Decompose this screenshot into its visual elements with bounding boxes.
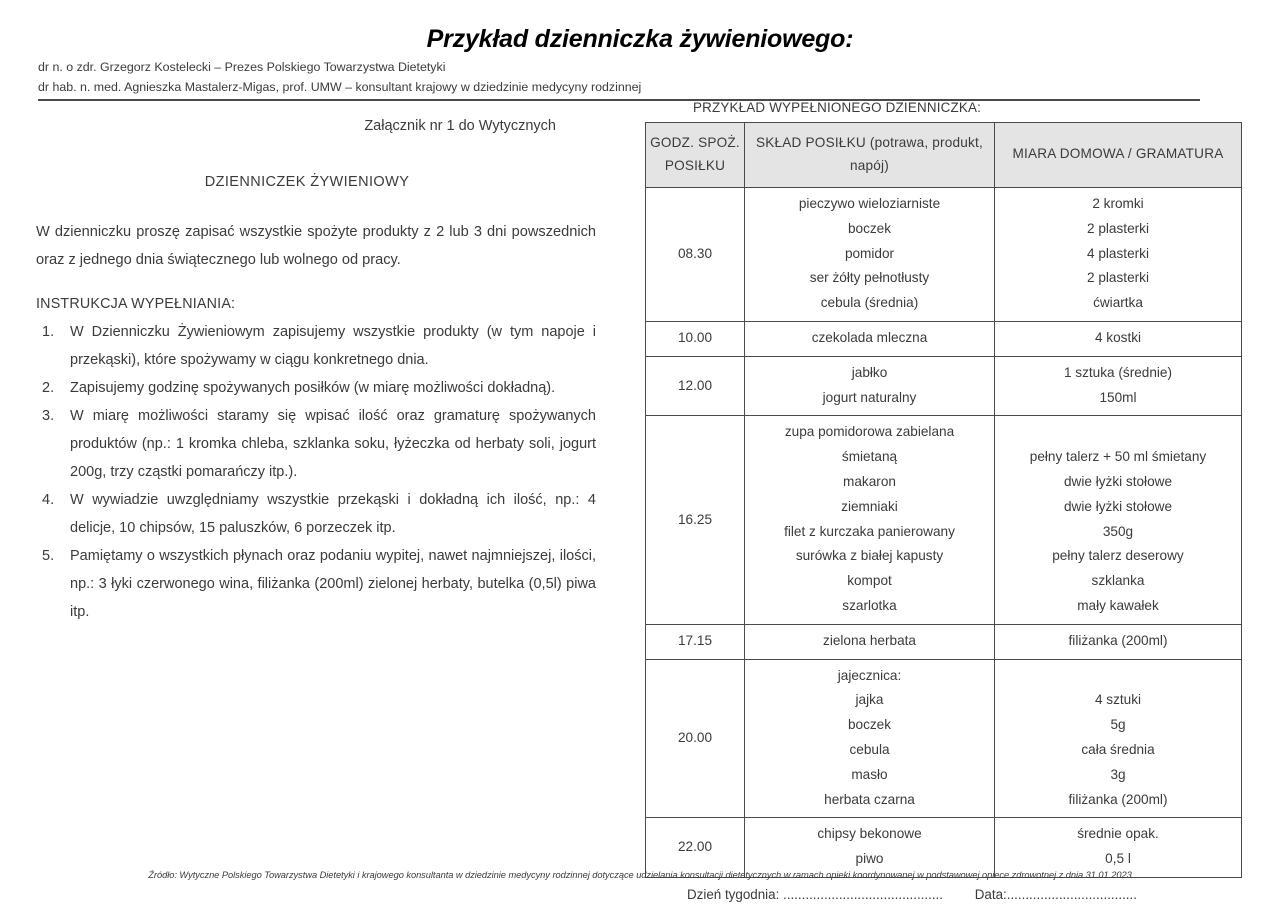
cell-line: pełny talerz deserowy (1052, 548, 1184, 564)
cell-line-group (999, 192, 1237, 316)
header-line: GRAMATURA (1135, 146, 1224, 162)
authors-block (38, 57, 1198, 97)
cell-line: jabłko (851, 364, 888, 380)
cell-measure (995, 659, 1242, 818)
cell-line: 2 plasterki (1087, 220, 1149, 236)
cell-line: masło (851, 766, 888, 782)
cell-line: 2 kromki (1092, 196, 1144, 211)
table-row (646, 356, 1242, 416)
cell-line: zupa pomidorowa zabielana (784, 424, 955, 440)
cell-time: 10.00 (646, 321, 745, 356)
cell-line-group (999, 629, 1237, 654)
cell-time: 08.30 (646, 188, 745, 322)
date-field[interactable]: Data:................................... (974, 886, 1137, 902)
cell-line: filet z kurczaka panierowany (784, 523, 955, 539)
header-line: POSIŁKU (664, 157, 726, 173)
cell-meal (745, 659, 995, 818)
day-of-week-field[interactable]: Dzień tygodnia: ........................................... (687, 886, 943, 902)
cell-meal (745, 321, 995, 356)
header-line: (potrawa, produkt, napój) (850, 135, 984, 173)
cell-line-group (749, 664, 990, 813)
cell-line: 4 kostki (1094, 329, 1142, 345)
cell-line-group (999, 326, 1237, 351)
diary-table-body (646, 188, 1242, 878)
table-row (646, 321, 1242, 356)
instruction-item: W Dzienniczku Żywieniowym zapisujemy wszystkie produkty (w tym napoje i przekąski), które spożywamy w ciągu konkretnego dnia. (70, 324, 596, 368)
cell-line-group (749, 822, 990, 872)
author-line-1: dr n. o zdr. Grzegorz Kostelecki – Prezes Polskiego Towarzystwa Dietetyki (38, 60, 446, 74)
cell-line-group (999, 420, 1237, 618)
table-row (646, 659, 1242, 818)
cell-line: 2 plasterki (1087, 270, 1149, 286)
cell-line: kompot (847, 573, 892, 589)
cell-time: 16.25 (646, 416, 745, 624)
cell-measure (995, 818, 1242, 878)
cell-line: 350g (1102, 523, 1134, 539)
header-line: MIARA DOMOWA / (1012, 146, 1132, 162)
cell-line: pieczywo wieloziarniste (798, 196, 941, 211)
table-row (646, 818, 1242, 878)
cell-line: 4 sztuki (1094, 692, 1142, 708)
table-footer (645, 887, 1241, 902)
instructions-heading: INSTRUKCJA WYPEŁNIANIA: (36, 296, 236, 312)
table-header-row (646, 123, 1242, 188)
instructions-list (36, 318, 596, 626)
instruction-item: Pamiętamy o wszystkich płynach oraz podaniu wypitej, nawet najmniejszej, ilości, np.: 3 łyki czerwonego wina, filiżanka (200ml) zielonej herbaty, butelka (0,5l) piwa itp. (70, 548, 596, 620)
cell-time: 12.00 (646, 356, 745, 416)
cell-line: pełny talerz + 50 ml śmietany (1029, 449, 1207, 465)
instruction-item: W miarę możliwości staramy się wpisać ilość oraz gramaturę spożywanych produktów (np.: 1 kromka chleba, szklanka soku, łyżeczka od herbaty soli, jogurt 200g, trzy cząstki pomarańczy itp.). (70, 408, 596, 480)
instruction-item: Zapisujemy godzinę spożywanych posiłków (w miarę możliwości dokładną). (70, 380, 556, 396)
cell-time: 17.15 (646, 624, 745, 659)
cell-line-group (999, 664, 1237, 813)
cell-line: jogurt naturalny (822, 389, 917, 405)
cell-line: boczek (847, 717, 892, 733)
cell-line: 0,5 l (1105, 851, 1131, 867)
cell-line: 4 plasterki (1087, 245, 1149, 261)
cell-line-group (749, 420, 990, 618)
cell-line: mały kawałek (1077, 597, 1159, 613)
cell-line: 3g (1110, 766, 1126, 782)
cell-line: zielona herbata (823, 632, 916, 648)
cell-time: 20.00 (646, 659, 745, 818)
cell-line: jajecznica: (837, 667, 902, 683)
cell-line-group (749, 192, 990, 316)
cell-line: 150ml (1099, 389, 1137, 405)
right-column (645, 100, 1241, 902)
diary-table-head (646, 123, 1242, 188)
cell-line-group (749, 326, 990, 351)
header-line: GODZ. (650, 135, 695, 150)
column-header-measure (995, 123, 1242, 188)
cell-meal (745, 416, 995, 624)
cell-line: dwie łyżki stołowe (1063, 473, 1173, 489)
cell-line: 1 sztuka (średnie) (1063, 364, 1173, 380)
cell-line: ziemniaki (841, 498, 898, 514)
table-caption: PRZYKŁAD WYPEŁNIONEGO DZIENNICZKA: (693, 100, 982, 115)
cell-meal (745, 188, 995, 322)
cell-measure (995, 356, 1242, 416)
cell-line: pomidor (844, 245, 895, 261)
cell-line: ćwiartka (1093, 295, 1143, 311)
left-column (36, 118, 596, 626)
cell-time: 22.00 (646, 818, 745, 878)
cell-line: makaron (843, 473, 896, 489)
cell-measure (995, 624, 1242, 659)
cell-line: dwie łyżki stołowe (1063, 498, 1173, 514)
cell-line: piwo (855, 851, 884, 867)
table-row (646, 188, 1242, 322)
column-header-meal (745, 123, 995, 188)
cell-line: ser żółty pełnotłusty (809, 270, 930, 286)
cell-line: surówka z białej kapusty (795, 548, 944, 564)
cell-meal (745, 624, 995, 659)
page-title: Przykład dzienniczka żywieniowego: (426, 24, 854, 53)
header-line: SKŁAD POSIŁKU (755, 135, 866, 150)
cell-line-group (999, 361, 1237, 411)
cell-line: chipsy bekonowe (817, 826, 922, 842)
cell-line: filiżanka (200ml) (1068, 791, 1168, 807)
cell-line: 5g (1110, 717, 1126, 733)
cell-measure (995, 188, 1242, 322)
attachment-label: Załącznik nr 1 do Wytycznych (364, 118, 556, 134)
cell-line: cebula (849, 741, 890, 757)
author-line-2: dr hab. n. med. Agnieszka Mastalerz-Migas, prof. UMW – konsultant krajowy w dziedzinie medycyny rodzinnej (38, 80, 642, 94)
cell-line: czekolada mleczna (811, 329, 928, 345)
cell-line: cała średnia (1081, 741, 1155, 757)
cell-line: jajka (855, 692, 884, 708)
cell-line: śmietaną (841, 449, 898, 465)
cell-line: herbata czarna (824, 791, 915, 807)
table-row (646, 624, 1242, 659)
cell-measure (995, 321, 1242, 356)
cell-line: szklanka (1091, 573, 1145, 589)
cell-line: cebula (średnia) (820, 295, 919, 311)
diary-table (645, 122, 1242, 878)
cell-line: filiżanka (200ml) (1068, 632, 1168, 648)
source-note: Źródło: Wytyczne Polskiego Towarzystwa Dietetyki i krajowego konsultanta w dziedzinie medycyny rodzinnej dotyczące udzielania konsultacji dietetycznych w ramach opieki koordynowanej w podstawowej opiece zdrowotnej z dnia 31.01.2023 (148, 870, 1132, 880)
cell-line-group (999, 822, 1237, 872)
column-header-time (646, 123, 745, 188)
cell-line: średnie opak. (1077, 826, 1159, 842)
cell-line-group (749, 361, 990, 411)
diary-heading: DZIENNICZEK ŻYWIENIOWY (204, 174, 410, 190)
cell-line-group (749, 629, 990, 654)
cell-line: szarlotka (842, 597, 897, 613)
cell-meal (745, 356, 995, 416)
table-row (646, 416, 1242, 624)
header-line: SPOŻ. (698, 135, 740, 150)
intro-paragraph: W dzienniczku proszę zapisać wszystkie spożyte produkty z 2 lub 3 dni powszednich oraz z jednego dnia świątecznego lub wolnego od pracy. (36, 224, 596, 268)
cell-measure (995, 416, 1242, 624)
instruction-item: W wywiadzie uwzględniamy wszystkie przekąski i dokładną ich ilość, np.: 4 delicje, 10 chipsów, 15 paluszków, 6 porzeczek itp. (70, 492, 596, 536)
cell-line: boczek (847, 220, 892, 236)
cell-meal (745, 818, 995, 878)
